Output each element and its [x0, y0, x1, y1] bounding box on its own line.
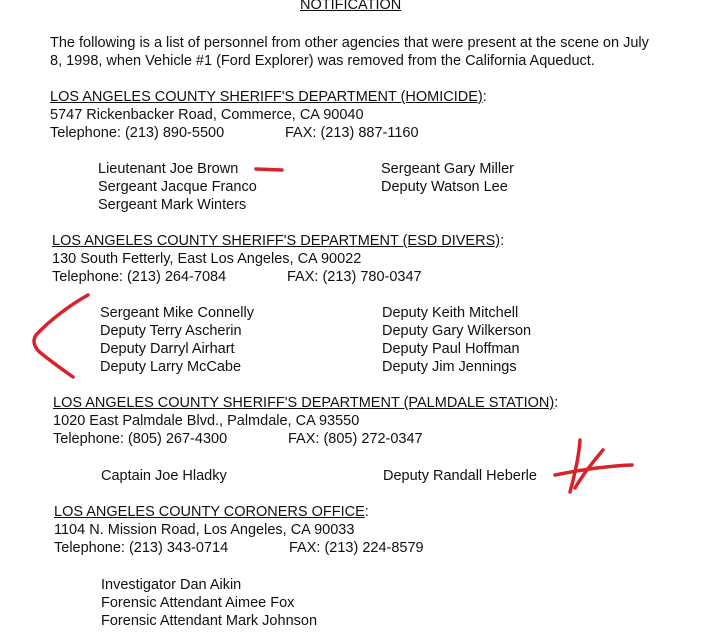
- agency-fax: FAX: (213) 224-8579: [289, 540, 424, 556]
- agency-fax: FAX: (213) 780-0347: [287, 269, 422, 285]
- agency-address: 5747 Rickenbacker Road, Commerce, CA 90040: [50, 107, 364, 123]
- bracket-mark-icon: [34, 295, 88, 377]
- personnel-entry: Deputy Jim Jennings: [382, 359, 517, 375]
- personnel-entry: Lieutenant Joe Brown: [98, 161, 239, 177]
- personnel-entry: Sergeant Jacque Franco: [98, 179, 257, 195]
- dash-mark-icon: [256, 169, 282, 170]
- personnel-entry: Deputy Terry Ascherin: [100, 323, 242, 339]
- agency-telephone: Telephone: (213) 264-7084: [52, 269, 227, 285]
- personnel-entry: Forensic Attendant Aimee Fox: [101, 595, 295, 611]
- agency-telephone: Telephone: (213) 343-0714: [54, 540, 229, 556]
- page-title: NOTIFICATION: [300, 0, 402, 13]
- agency-telephone: Telephone: (805) 267-4300: [53, 431, 228, 447]
- agency-fax: FAX: (213) 887-1160: [285, 125, 419, 141]
- personnel-entry: Captain Joe Hladky: [101, 468, 227, 484]
- personnel-entry: Forensic Attendant Mark Johnson: [101, 613, 318, 629]
- personnel-entry: Deputy Darryl Airhart: [100, 341, 235, 357]
- personnel-entry: Deputy Paul Hoffman: [382, 341, 520, 357]
- agency-name: LOS ANGELES COUNTY CORONERS OFFICE: [54, 504, 365, 520]
- agency-address: 130 South Fetterly, East Los Angeles, CA 90022: [52, 251, 362, 267]
- personnel-entry: Investigator Dan Aikin: [101, 577, 242, 593]
- agency-name: LOS ANGELES COUNTY SHERIFF'S DEPARTMENT (HOMICIDE): [50, 89, 483, 105]
- personnel-entry: Deputy Gary Wilkerson: [382, 323, 532, 339]
- agency-address: 1020 East Palmdale Blvd., Palmdale, CA 93550: [53, 413, 360, 429]
- intro-line-1: The following is a list of personnel from other agencies that were present at the scene on July: [50, 35, 649, 51]
- agency-address: 1104 N. Mission Road, Los Angeles, CA 90033: [54, 522, 355, 538]
- intro-line-2: 8, 1998, when Vehicle #1 (Ford Explorer) was removed from the California Aqueduct.: [50, 53, 595, 69]
- personnel-entry: Deputy Larry McCabe: [100, 359, 242, 375]
- personnel-entry: Sergeant Gary Miller: [381, 161, 514, 177]
- agency-heading: LOS ANGELES COUNTY SHERIFF'S DEPARTMENT (HOMICIDE):: [50, 89, 487, 105]
- agency-name: LOS ANGELES COUNTY SHERIFF'S DEPARTMENT (ESD DIVERS): [52, 233, 501, 249]
- agency-fax: FAX: (805) 272-0347: [288, 431, 423, 447]
- personnel-entry: Deputy Keith Mitchell: [382, 305, 519, 321]
- personnel-entry: Deputy Randall Heberle: [383, 468, 537, 484]
- personnel-entry: Sergeant Mark Winters: [98, 197, 247, 213]
- agency-heading: LOS ANGELES COUNTY CORONERS OFFICE:: [54, 504, 369, 520]
- agency-telephone: Telephone: (213) 890-5500: [50, 125, 225, 141]
- personnel-entry: Deputy Watson Lee: [381, 179, 508, 195]
- agency-name: LOS ANGELES COUNTY SHERIFF'S DEPARTMENT (PALMDALE STATION): [53, 395, 555, 411]
- agency-heading: LOS ANGELES COUNTY SHERIFF'S DEPARTMENT (ESD DIVERS):: [52, 233, 505, 249]
- x-mark-icon: [555, 440, 632, 492]
- agency-heading: LOS ANGELES COUNTY SHERIFF'S DEPARTMENT (PALMDALE STATION):: [53, 395, 559, 411]
- personnel-entry: Sergeant Mike Connelly: [100, 305, 254, 321]
